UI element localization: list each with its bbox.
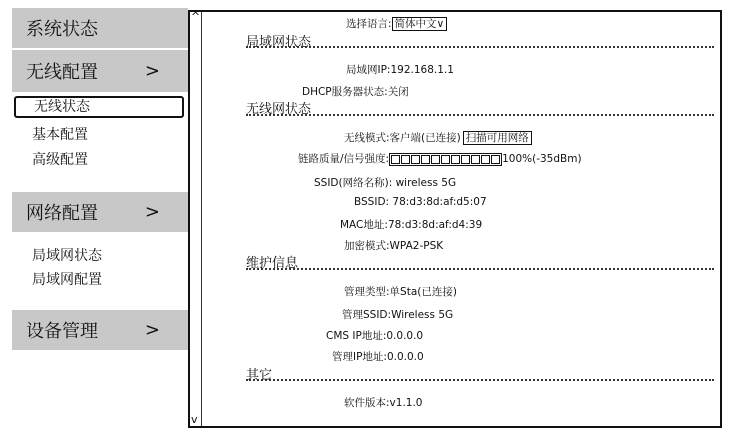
wireless-mode-label: 无线模式: [344,132,390,144]
signal-block [461,155,470,164]
menu-network-config[interactable] [12,192,188,232]
status-content [190,12,720,426]
signal-block [441,155,450,164]
menu-lan-config[interactable]: 局域网配置 [32,272,102,288]
chevron-right-icon: > [144,201,160,223]
language-select[interactable] [392,17,448,31]
menu-device-mgmt[interactable] [12,310,188,350]
menu-system-status-label: 系统状态 [26,19,98,40]
encryption-label: 加密模式: [344,240,390,252]
bssid-label: BSSID: [354,196,390,208]
bssid-row [354,196,487,208]
cms-ip-label: CMS IP地址: [326,330,387,342]
section-heading-other: 其它 [246,368,273,383]
divider [246,268,714,270]
mgmt-type-label: 管理类型: [344,286,390,298]
signal-block [421,155,430,164]
scroll-down-icon[interactable]: v [191,413,198,426]
software-version-value: v1.1.0 [389,397,423,409]
mgmt-ssid-label: 管理SSID: [342,309,392,321]
dhcp-label: DHCP服务器状态: [302,86,388,98]
mac-label: MAC地址: [340,219,388,231]
encryption-row [344,238,443,253]
lan-ip-value: 192.168.1.1 [390,64,454,76]
menu-lan-status[interactable]: 局域网状态 [32,248,102,264]
divider [246,46,714,48]
signal-block [491,155,500,164]
chevron-right-icon: > [144,319,160,341]
section-heading-lan: 局域网状态 [246,35,312,50]
mgmt-type-value: 单Sta(已连接) [389,286,457,298]
chevron-down-icon: ∨ [436,18,445,30]
cms-ip-value: 0.0.0.0 [386,330,424,342]
lan-ip-row [346,62,454,77]
signal-block [471,155,480,164]
mgmt-ssid-value: Wireless 5G [391,309,454,321]
ssid-row [314,175,456,190]
link-quality-value: 100%(-35dBm) [502,153,582,165]
scroll-up-icon[interactable]: ^ [191,10,201,23]
signal-block [431,155,440,164]
language-value: 简体中文 [394,18,437,30]
section-heading-wireless: 无线网状态 [246,102,312,117]
signal-block [411,155,420,164]
wireless-mode-row [344,130,532,145]
dhcp-value: 关闭 [387,86,409,98]
signal-block [481,155,490,164]
menu-advanced-config[interactable]: 高级配置 [32,152,88,168]
lan-ip-label: 局域网IP: [346,64,391,76]
sidebar [12,8,188,428]
section-heading-maintenance: 维护信息 [246,256,299,271]
wireless-mode-value: 客户端(已连接) [389,132,461,144]
mgmt-ssid-row [342,307,453,322]
signal-block [391,155,400,164]
software-version-row [344,395,422,410]
signal-strength-bar [389,153,502,166]
software-version-label: 软件版本: [344,397,390,409]
menu-basic-config[interactable]: 基本配置 [32,127,88,143]
language-row [346,16,447,31]
menu-device-mgmt-label: 设备管理 [26,321,98,342]
mgmt-ip-row [332,349,424,364]
chevron-right-icon: > [144,60,160,82]
scan-networks-button[interactable]: 扫描可用网络 [463,131,532,145]
link-quality-label: 链路质量/信号强度: [298,153,390,165]
mgmt-ip-value: 0.0.0.0 [386,351,424,363]
bssid-value: 78:d3:8d:af:d5:07 [392,196,487,208]
ssid-value: wireless 5G [395,177,457,189]
mgmt-type-row [344,284,457,299]
content-frame [188,10,722,428]
language-label: 选择语言: [346,18,392,30]
divider [246,114,714,116]
menu-wireless-config[interactable] [12,50,188,92]
menu-system-status[interactable] [12,8,188,48]
link-quality-row [298,151,582,166]
menu-wireless-config-label: 无线配置 [26,62,98,83]
ssid-label: SSID(网络名称): [314,177,393,189]
encryption-value: WPA2-PSK [389,240,444,252]
divider [246,379,714,381]
menu-wireless-status[interactable]: 无线状态 [14,96,184,118]
signal-block [401,155,410,164]
mac-value: 78:d3:8d:af:d4:39 [387,219,483,231]
cms-ip-row [326,328,423,343]
mgmt-ip-label: 管理IP地址: [332,351,387,363]
mac-row [340,217,482,232]
dhcp-row [302,84,409,99]
menu-network-config-label: 网络配置 [26,203,98,224]
signal-block [451,155,460,164]
